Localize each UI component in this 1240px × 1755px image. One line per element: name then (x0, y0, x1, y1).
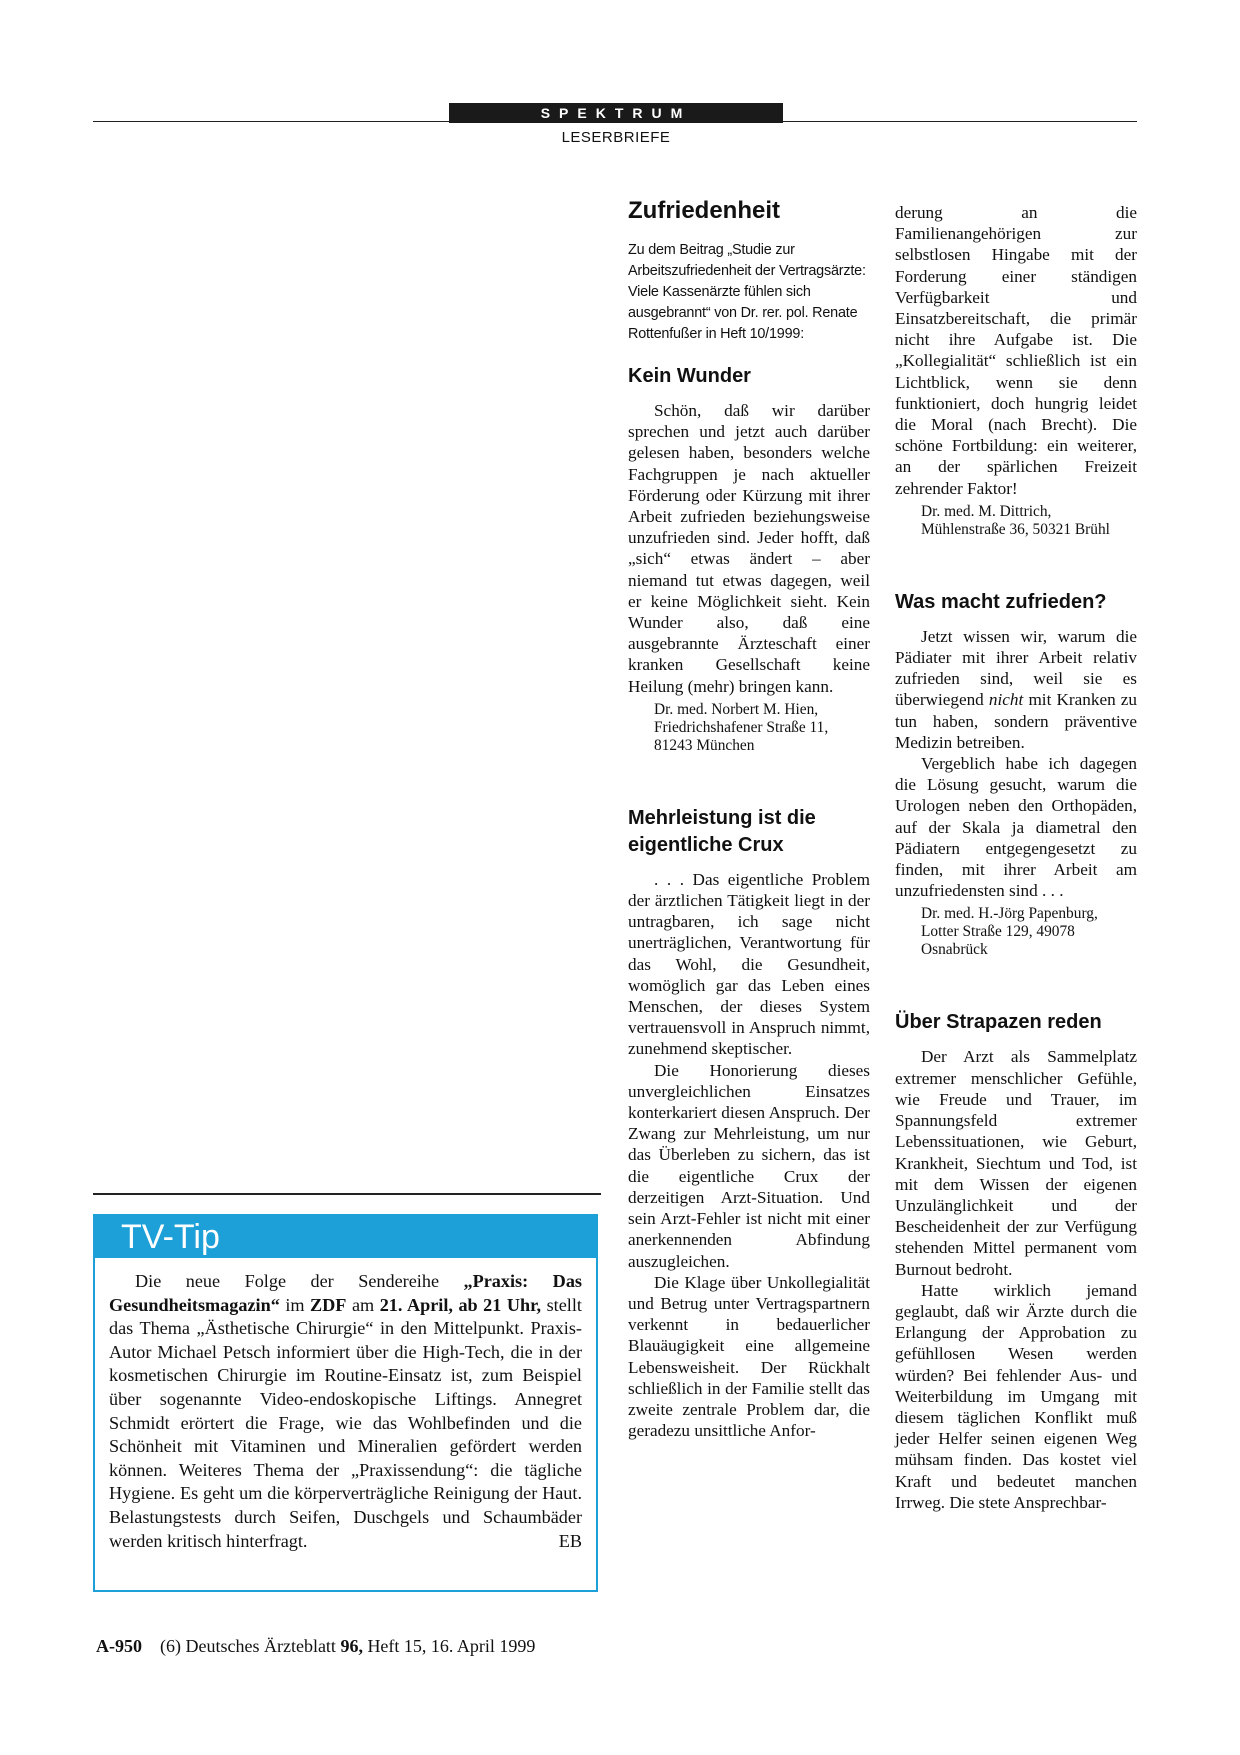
intro-text: Zu dem Beitrag „Studie zur Arbeitszufriedenheit der Vertragsärzte: Viele Kassenärzte fühlen sich ausgebrannt“ von Dr. rer. pol. Renate Rottenfußer in Heft 10/1999: (628, 242, 866, 342)
tv-tip-initials: EB (558, 1530, 582, 1551)
letter-title: Was macht zufrieden? (895, 590, 1107, 613)
letter-title: Kein Wunder (628, 365, 751, 387)
letter-signature: Dr. med. M. Dittrich, Mühlenstraße 36, 50321 Brühl (921, 502, 1110, 538)
tv-tip-title: TV-Tip (95, 1216, 596, 1258)
letter-signature: Dr. med. Norbert M. Hien, Friedrichshafener Straße 11, 81243 München (654, 700, 829, 754)
tv-tip-rule (93, 1193, 601, 1195)
letter-paragraph: Die Klage über Unkollegialität und Betrug unter Vertragspartnern verkennt in bedauerlicher Blauäugigkeit eine allgemeine Lebensweisheit. Der Rückhalt schließlich in der Familie stellt das zweite zentrale Problem dar, die geradezu unsittliche Anfor- (628, 1272, 870, 1441)
tv-tip-text: Die neue Folge der Sendereihe „Praxis: Das Gesundheitsmagazin“ im ZDF am 21. April, ab 21 Uhr, stellt das Thema „Ästhetische Chirurgie“ in den Mittelpunkt. Praxis-Autor Michael Petsch informiert über die High-Tech, die in der kosmetischen Chirurgie im Routine-Einsatz ist, zum Beispiel über sogenannte Video-endoskopische Liftings. Annegret Schmidt erörtert die Frage, wie das Wohlbefinden und die Schönheit mit Vitaminen und Mineralien gefördert werden können. Weiteres Thema der „Praxissendung“: die tägliche Hygiene. Es geht um die körperverträgliche Reinigung der Haut. Belastungstests durch Seifen, Duschgels und Schaumbäder werden kritisch hinterfragt. EB (95, 1258, 596, 1553)
letter-signature: Dr. med. H.-Jörg Papenburg, Lotter Straße 129, 49078 Osnabrück (921, 905, 1098, 959)
letter-title: Über Strapazen reden (895, 1011, 1102, 1034)
letter-title: Mehrleistung ist die eigentliche Crux (628, 806, 816, 856)
page-footer: A-950 (6) Deutsches Ärzteblatt 96, Heft 15, 16. April 1999 (96, 1636, 536, 1656)
column-right (895, 202, 1137, 1513)
page-title: Zufriedenheit (628, 197, 781, 224)
letter-paragraph: . . . Das eigentliche Problem der ärztlichen Tätigkeit liegt in der untragbaren, ich sage nicht unerträglichen, Verantwortung für das Wohl, die Gesundheit, womöglich gar das Leben eines Menschen, der dieses System vertrauensvoll in Anspruch nimmt, zunehmend skeptischer. (628, 869, 870, 1059)
letter-paragraph: Der Arzt als Sammelplatz extremer menschlicher Gefühle, wie Freude und Trauer, im Spannungsfeld extremer Lebenssituationen, wie Geburt, Krankheit, Siechtum und Tod, ist mit dem Wissen der eigenen Unzulänglichkeit und der Bescheidenheit der zur Verfügung stehenden Mittel permanent vom Burnout bedroht. (895, 1047, 1137, 1279)
letter-paragraph: Jetzt wissen wir, warum die Pädiater mit ihrer Arbeit relativ zufrieden sind, weil sie es überwiegend nicht mit Kranken zu tun haben, sondern präventive Medizin betreiben. (895, 626, 1138, 752)
tv-tip-box (93, 1214, 598, 1592)
emphasis: nicht (988, 690, 1024, 710)
letter-paragraph: Die Honorierung dieses unvergleichlichen Einsatzes konterkariert diesen Anspruch. Der Zwang zur Mehrleistung, um nur das Überleben zu sichern, das ist die eigentliche Crux der derzeitigen Arzt-Situation. Und sein Arzt-Fehler ist nicht mit einer anerkennenden Abfindung auszugleichen. (628, 1060, 870, 1271)
page-number: A-950 (96, 1636, 142, 1656)
column-middle (628, 196, 870, 1441)
letter-paragraph: Hatte wirklich jemand geglaubt, daß wir Ärzte durch die Erlangung der Approbation zu gefühllosen Wesen werden würden? Bei fehlender Aus- und Weiterbildung im Umgang mit diesem täglichen Konflikt muß jeder Helfer seinen eigenen Weg mühsam finden. Das kostet viel Kraft und bedeutet manchen Irrweg. Die stete Ansprechbar- (895, 1280, 1137, 1512)
letter-paragraph-continued: derung an die Familienangehörigen zur selbstlosen Hingabe mit der Forderung einer ständigen Verfügbarkeit und Einsatzbereitschaft, die primär nicht ihre Aufgabe ist. Die „Kollegialität“ schließlich ist ein Lichtblick, wenn sie denn funktioniert, doch hungrig leidet die Moral (nach Brecht). Die schöne Fortbildung: ein weiterer, an der spärlichen Freizeit zehrender Faktor! (895, 203, 1137, 498)
letter-paragraph: Vergeblich habe ich dagegen die Lösung gesucht, warum die Urologen neben den Orthopäden, auf der Skala ja diametral den Pädiatern entgegengesetzt zu finden, mit ihrer Arbeit am unzufriedensten sind . . . (895, 754, 1137, 901)
subsection-label: LESERBRIEFE (561, 129, 671, 146)
letter-paragraph: Schön, daß wir darüber sprechen und jetzt auch darüber gelesen haben, besonders welche Fachgruppen je nach aktueller Förderung oder Kürzung mit ihrer Arbeit zufrieden beziehungsweise unzufrieden sind. Jeder hofft, daß „sich“ etwas ändert – aber niemand tut etwas dagegen, weil er keine Möglichkeit sieht. Kein Wunder also, daß eine ausgebrannte Ärzteschaft einer kranken Gesellschaft keine Heilung (mehr) bringen kann. (628, 401, 870, 696)
section-label: SPEKTRUM (449, 103, 783, 123)
